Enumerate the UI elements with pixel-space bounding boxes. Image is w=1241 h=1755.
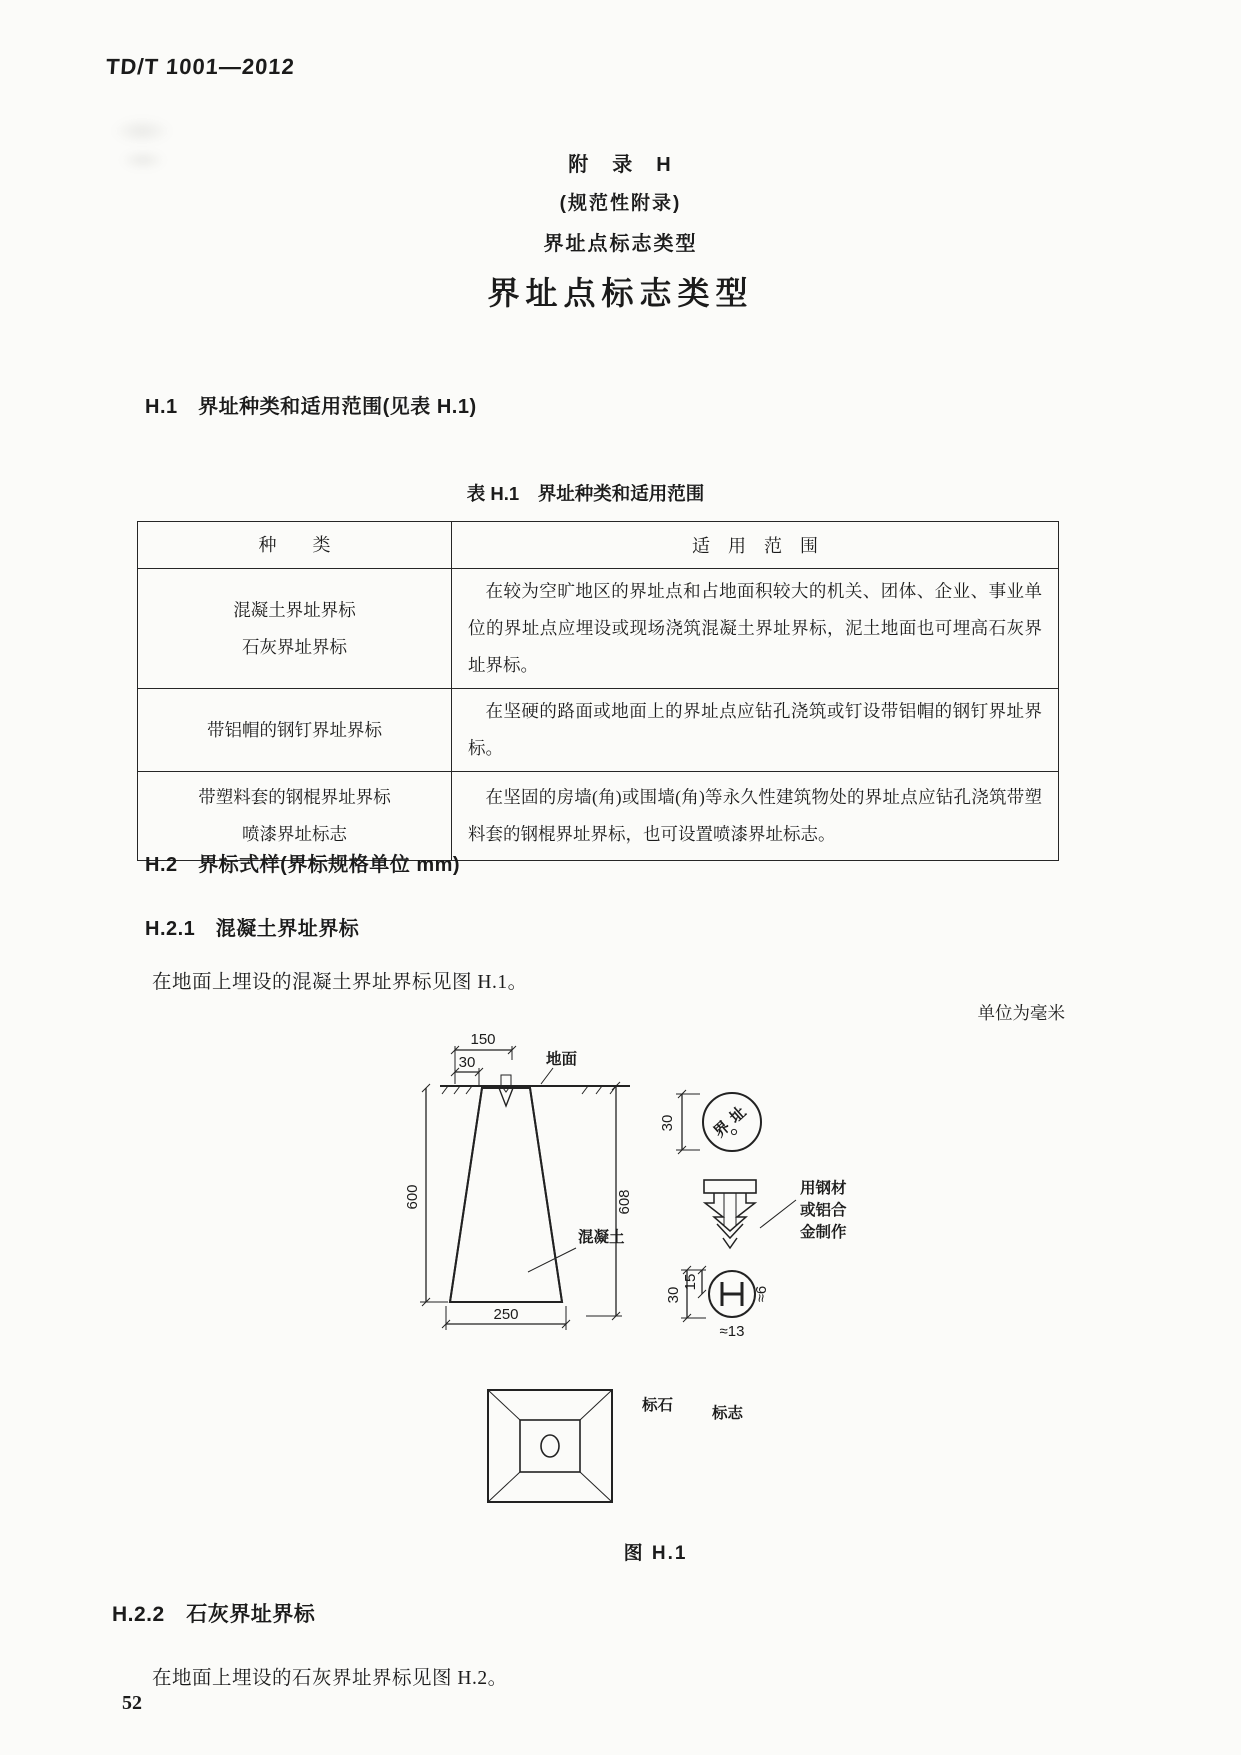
dim-nail-total: 30	[665, 1286, 682, 1304]
table-caption: 表 H.1 界址种类和适用范围	[466, 483, 705, 504]
disc-mark-text: 界址	[710, 1099, 755, 1142]
dim-nail-head: 15	[682, 1273, 699, 1291]
ground-label: 地面	[546, 1051, 578, 1068]
dim-base-width: 250	[493, 1306, 519, 1323]
dim-top-width: 150	[470, 1031, 496, 1048]
dim-head-dia: ≈13	[719, 1323, 745, 1340]
dim-disc-depth: 30	[659, 1114, 676, 1132]
scope-cell-text: 在较为空旷地区的界址点和占地面积较大的机关、团体、企业、事业单位的界址点应埋设或现场浇筑混凝土界址界标，泥土地面也可埋高石灰界址界标。	[468, 581, 1042, 675]
table-row	[138, 569, 1059, 689]
appendix-title-line3: 界址点标志类型	[543, 233, 698, 255]
appendix-title-line2: (规范性附录)	[559, 193, 682, 214]
plan-stone-label: 标石	[642, 1397, 674, 1414]
dim-top-cap: 30	[458, 1054, 476, 1071]
scan-smudge	[112, 118, 172, 144]
heading-h21: H.2.1 混凝土界址界标	[145, 918, 360, 940]
dim-left-height: 600	[404, 1184, 421, 1210]
material-note-line2: 或铝合	[800, 1202, 847, 1219]
figure-caption: 图 H.1	[623, 1543, 688, 1564]
appendix-title-line1: 附 录 H	[568, 154, 673, 176]
material-note-line3: 金制作	[800, 1224, 847, 1241]
heading-h22: H.2.2 石灰界址界标	[112, 1603, 316, 1626]
units-note: 单位为毫米	[977, 1003, 1065, 1023]
table-header-type: 种 类	[138, 522, 452, 569]
dim-right-height: 608	[616, 1189, 633, 1215]
scope-cell-text: 在坚硬的路面或地面上的界址点应钻孔浇筑或钉设带铝帽的钢钉界址界标。	[468, 701, 1042, 758]
concrete-label: 混凝土	[578, 1229, 625, 1246]
plan-mark-label: 标志	[712, 1405, 744, 1422]
dim-nail-dia: ≈6	[753, 1285, 770, 1303]
material-note-line1: 用钢材	[800, 1180, 847, 1197]
table-header-row	[138, 522, 1059, 569]
heading-h2: H.2 界标式样(界标规格单位 mm)	[145, 854, 461, 876]
type-cell-line: 混凝土界址界标	[233, 599, 356, 620]
scope-cell-text: 在坚固的房墙(角)或围墙(角)等永久性建筑物处的界址点应钻孔浇筑带塑料套的钢棍界址界标，也可设置喷漆界址标志。	[468, 787, 1042, 844]
type-cell-line: 石灰界址界标	[242, 636, 347, 657]
type-cell-line: 带塑料套的钢棍界址界标	[198, 787, 391, 807]
type-cell-line: 带铝帽的钢钉界址界标	[207, 719, 382, 740]
heading-h1: H.1 界址种类和适用范围(见表 H.1)	[145, 396, 477, 418]
table-header-scope: 适 用 范 围	[452, 522, 1059, 569]
doc-code: TD/T 1001—2012	[105, 54, 296, 79]
type-cell-line: 喷漆界址标志	[242, 824, 347, 844]
page-number: 52	[122, 1692, 142, 1714]
figure-h1-drawing	[360, 1030, 1100, 1535]
table-h1	[137, 521, 1059, 861]
paragraph-h22: 在地面上埋设的石灰界址界标见图 H.2。	[152, 1668, 508, 1689]
paragraph-h21: 在地面上埋设的混凝土界址界标见图 H.1。	[152, 972, 528, 993]
table-row	[138, 689, 1059, 772]
page-title: 界址点标志类型	[487, 275, 754, 311]
